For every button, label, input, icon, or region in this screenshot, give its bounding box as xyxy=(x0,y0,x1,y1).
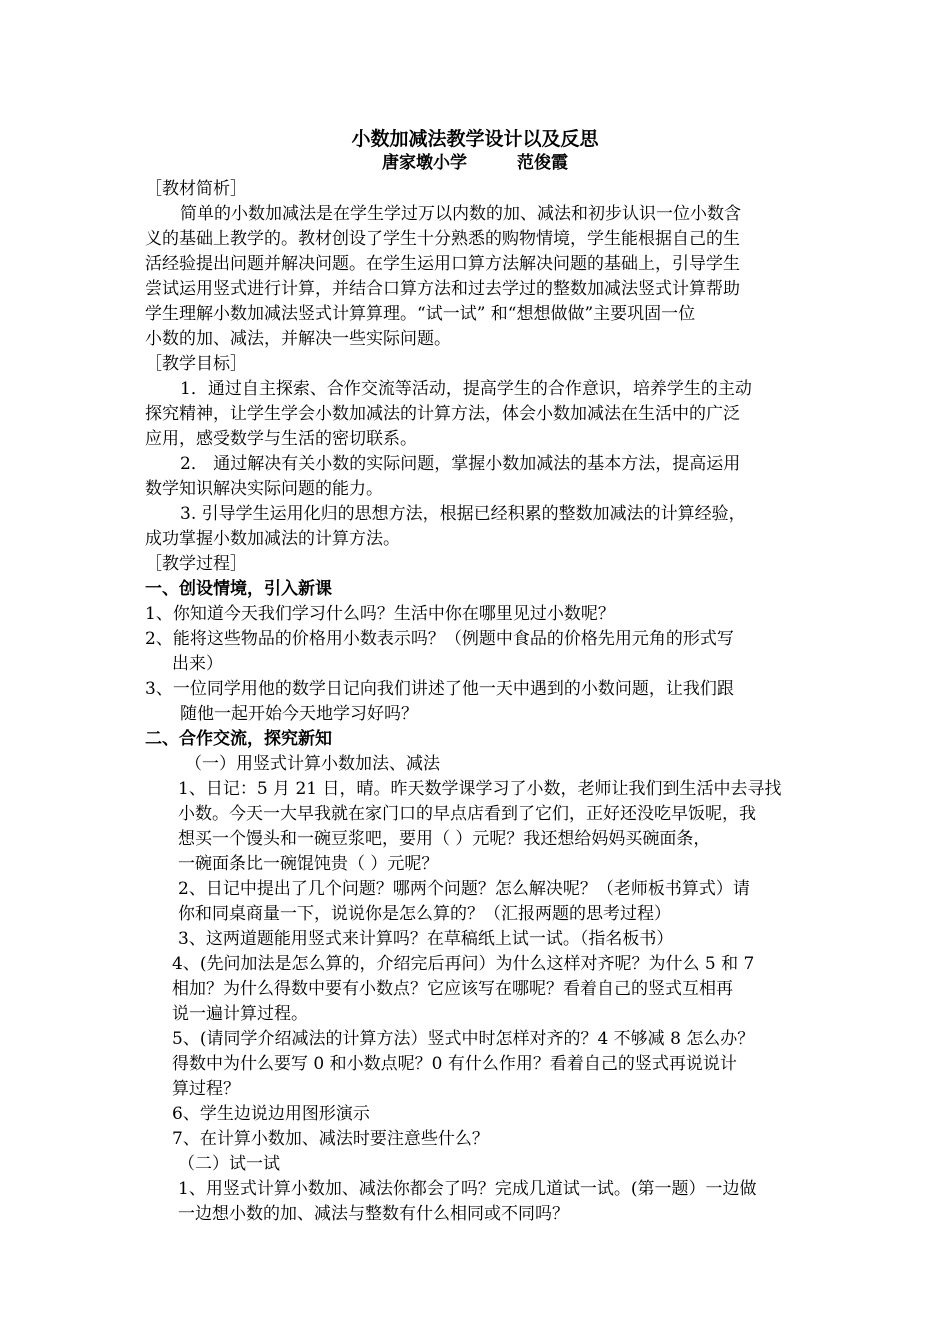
body-text-line: 尝试运用竖式进行计算，并结合口算方法和过去学过的整数加减法竖式计算帮助 xyxy=(145,279,740,299)
body-text-line: 1、你知道今天我们学习什么吗？生活中你在哪里见过小数呢？ xyxy=(145,604,615,624)
body-text-line: 2、能将这些物品的价格用小数表示吗？（例题中食品的价格先用元角的形式写 xyxy=(145,629,734,649)
body-text-line: 3、这两道题能用竖式来计算吗？在草稿纸上试一试。（指名板书） xyxy=(178,929,674,949)
body-text-line: 2． 通过解决有关小数的实际问题，掌握小数加减法的基本方法，提高运用 xyxy=(180,454,741,474)
body-text-line: 你和同桌商量一下，说说你是怎么算的？（汇报两题的思考过程） xyxy=(178,904,671,924)
author-name: 范俊霞 xyxy=(517,153,568,173)
body-text-line: 1．通过自主探索、合作交流等活动，提高学生的合作意识，培养学生的主动 xyxy=(180,379,752,399)
body-text-line: 得数中为什么要写 0 和小数点呢？0 有什么作用？看着自己的竖式再说说计 xyxy=(172,1054,737,1074)
section-label: ［教学目标］ xyxy=(145,354,247,374)
section-heading: 一、创设情境，引入新课 xyxy=(145,579,332,599)
school-name: 唐家墩小学 xyxy=(382,153,467,173)
body-text-line: 成功掌握小数加减法的计算方法。 xyxy=(145,529,400,549)
body-text-line: 相加？为什么得数中要有小数点？它应该写在哪呢？看着自己的竖式互相再 xyxy=(172,979,733,999)
body-text-line: 小数的加、减法，并解决一些实际问题。 xyxy=(145,329,451,349)
body-text-line: 简单的小数加减法是在学生学过万以内数的加、减法和初步认识一位小数含 xyxy=(180,204,741,224)
document-title: 小数加减法教学设计以及反思 xyxy=(351,128,599,150)
body-text-line: 随他一起开始今天地学习好吗？ xyxy=(180,704,418,724)
body-text-line: 3. 引导学生运用化归的思想方法，根据已经积累的整数加减法的计算经验， xyxy=(180,504,746,524)
section-label: ［教材简析］ xyxy=(145,179,247,199)
body-text-line: 1、日记：5 月 21 日，晴。昨天数学课学习了小数，老师让我们到生活中去寻找 xyxy=(178,779,782,799)
body-text-line: 小数。今天一大早我就在家门口的早点店看到了它们，正好还没吃早饭呢，我 xyxy=(178,804,756,824)
body-text-line: 义的基础上教学的。教材创设了学生十分熟悉的购物情境，学生能根据自己的生 xyxy=(145,229,740,249)
body-text-line: 5、(请同学介绍减法的计算方法）竖式中时怎样对齐的？4 不够减 8 怎么办？ xyxy=(172,1029,755,1049)
body-text-line: 说一遍计算过程。 xyxy=(172,1004,308,1024)
section-heading: 二、合作交流，探究新知 xyxy=(145,729,332,749)
body-text-line: 学生理解小数加减法竖式计算算理。“试一试” 和“想想做做”主要巩固一位 xyxy=(145,304,696,324)
body-text-line: 数学知识解决实际问题的能力。 xyxy=(145,479,383,499)
body-text-line: 应用，感受数学与生活的密切联系。 xyxy=(145,429,417,449)
body-text-line: 2、日记中提出了几个问题？哪两个问题？怎么解决呢？（老师板书算式）请 xyxy=(178,879,750,899)
body-text-line: 一边想小数的加、减法与整数有什么相同或不同吗？ xyxy=(178,1204,569,1224)
body-text-line: 算过程？ xyxy=(172,1079,240,1099)
body-text-line: 探究精神，让学生学会小数加减法的计算方法，体会小数加减法在生活中的广泛 xyxy=(145,404,740,424)
body-text-line: 3、一位同学用他的数学日记向我们讲述了他一天中遇到的小数问题，让我们跟 xyxy=(145,679,734,699)
body-text-line: 4、(先问加法是怎么算的，介绍完后再问）为什么这样对齐呢？为什么 5 和 7 xyxy=(172,954,755,974)
section-label: ［教学过程］ xyxy=(145,554,247,574)
author-line xyxy=(0,151,950,175)
body-text-line: （二）试一试 xyxy=(178,1154,280,1174)
body-text-line: 6、学生边说边用图形演示 xyxy=(172,1104,370,1124)
body-text-line: 想买一个馒头和一碗豆浆吧，要用（ ）元呢？我还想给妈妈买碗面条， xyxy=(178,829,711,849)
body-text-line: （一）用竖式计算小数加法、减法 xyxy=(185,754,440,774)
body-text-line: 出来） xyxy=(172,654,223,674)
body-text-line: 一碗面条比一碗馄饨贵（ ）元呢？ xyxy=(178,854,439,874)
body-text-line: 活经验提出问题并解决问题。在学生运用口算方法解决问题的基础上，引导学生 xyxy=(145,254,740,274)
body-text-line: 1、用竖式计算小数加、减法你都会了吗？完成几道试一试。(第一题）一边做 xyxy=(178,1179,757,1199)
body-text-line: 7、在计算小数加、减法时要注意些什么？ xyxy=(172,1129,489,1149)
